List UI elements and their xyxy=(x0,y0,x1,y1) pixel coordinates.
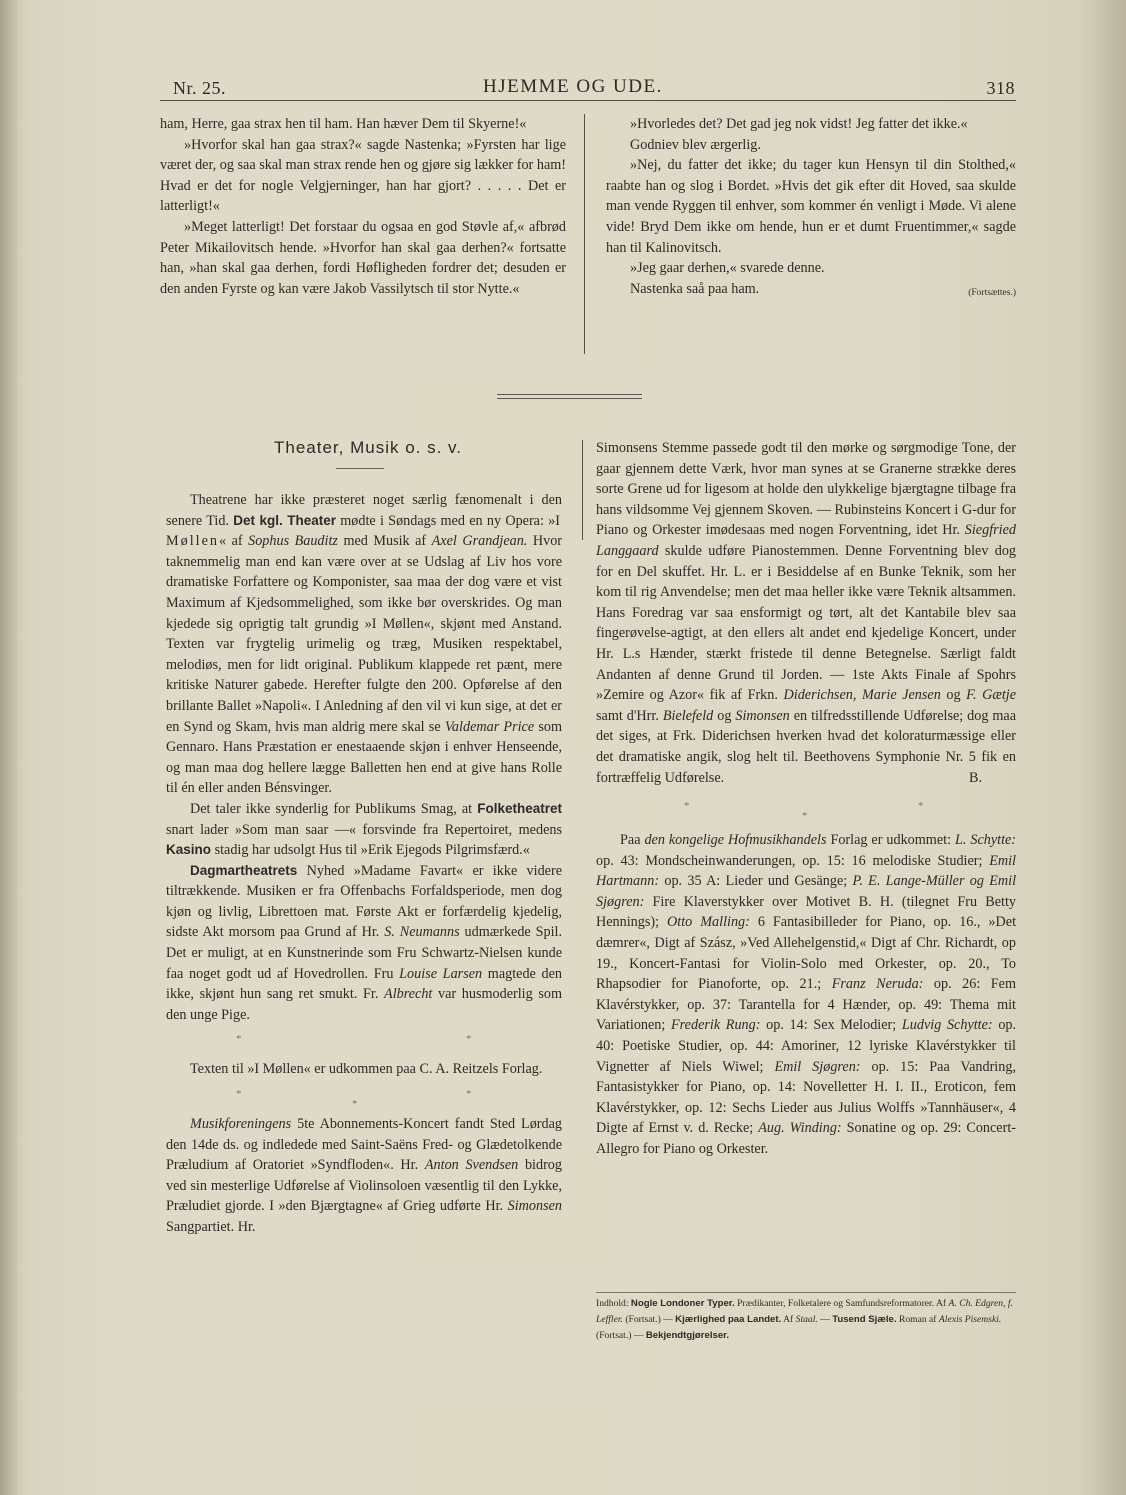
person-name: Valdemar Price xyxy=(444,718,535,735)
column-divider xyxy=(584,114,585,354)
paragraph xyxy=(596,830,1016,1160)
article-title: Kjærlighed paa Landet. xyxy=(675,1314,782,1325)
section-title: Theater, Musik o. s. v. xyxy=(273,438,463,457)
organization-name: Musikforeningens xyxy=(190,1116,292,1133)
person-name: Anton Svendsen xyxy=(424,1157,519,1174)
text: Roman af xyxy=(898,1314,937,1325)
composer-name: L. Schytte: xyxy=(954,832,1017,849)
text: op. 35 A: Lieder und Gesänge; xyxy=(664,873,848,890)
text: Det taler ikke synderlig for Publikums Smag, at xyxy=(190,800,473,817)
author-name: Alexis Pisemski. xyxy=(938,1314,1002,1325)
text: snart lader »Som man saar —« forsvinde fra Repertoiret, medens xyxy=(166,821,562,838)
text: op. 43: Mondscheinwanderungen, op. 15: 16 melodiske Studier; xyxy=(596,852,983,869)
issue-number: Nr. 25. xyxy=(173,78,226,98)
star-separator xyxy=(596,792,1016,826)
star: * xyxy=(684,800,690,813)
paragraph xyxy=(166,1114,562,1238)
text: 6 Fantasibilleder for Piano, op. 16., »Det dæmrer«, Digt af Szász, »Ved Allehelgenstid,« Digt af Chr. Richardt, op 19., Koncert-Fantasi for Violin-Solo med Orkester, op. 20., To Rhapsodier for Pianoforte, op. 21.; xyxy=(596,914,1017,993)
paragraph: Godniev blev ærgerlig. xyxy=(630,136,761,153)
text: som Gennaro. Hans Præstation er enestaaende skjøn i enhver Henseende, og man maa dog hellere lægge Balletten hen end at give hans Rolle til én eller anden Bénsvinger. xyxy=(166,718,563,797)
composer-name: Ludvig Schytte: xyxy=(901,1017,993,1034)
star: * xyxy=(236,1088,242,1101)
composer-name: Emil Hartmann: xyxy=(596,852,1016,890)
text: og xyxy=(946,687,961,704)
text: 5te Abonnements-Koncert fandt Sted Lørdag den 14de ds. og indledede med Saint-Saëns Fred- og Glædetolkende Præludium af Oratoriet »Syndfloden«. Hr. xyxy=(166,1116,562,1174)
star: * xyxy=(918,800,924,813)
paragraph xyxy=(166,799,562,861)
star: * xyxy=(466,1088,472,1101)
person-name: Simonsen xyxy=(735,707,790,724)
magazine-title: HJEMME OG UDE. xyxy=(483,76,663,97)
book-binding xyxy=(0,0,18,1495)
composer-name: Frederik Rung: xyxy=(671,1017,761,1034)
text: Forlag er udkommet: xyxy=(830,832,952,849)
header-rule xyxy=(160,100,1016,101)
text: (Fortsat.) — xyxy=(596,1330,644,1341)
paragraph: »Nej, du fatter det ikke; du tager kun Hensyn til din Stolthed,« raabte han og slog i Bordet. »Hvis det gik efter dit Hoved, saa skulde man vende Ryggen til enhver, som kommer én venligt i Møde. Vi alene vide! Bryd Dem ikke om hende, hun er et dumt Fruentimmer,« sagde han til Kalinovitsch. xyxy=(606,157,1016,256)
paragraph: ham, Herre, gaa strax hen til ham. Han hæver Dem til Skyerne!« xyxy=(160,116,527,132)
theater-name: Kasino xyxy=(166,842,212,858)
signature: B. xyxy=(968,769,982,786)
text: mødte i Søndags med en ny Opera: » xyxy=(340,512,556,529)
composer-name: Otto Malling: xyxy=(667,914,750,931)
person-name: Diderichsen, Marie Jensen xyxy=(783,687,941,704)
person-name: Albrecht xyxy=(384,986,433,1003)
opera-title: I Møllen xyxy=(166,512,563,550)
text: Prædikanter, Folketalere og Samfundsreformatorer. Af xyxy=(737,1298,947,1309)
person-name: Simonsen xyxy=(507,1198,562,1215)
paragraph xyxy=(596,438,1016,788)
theater-name: Folketheatret xyxy=(477,800,563,816)
composer-name: Franz Neruda: xyxy=(831,976,924,993)
author-name: A. Ch. Edgren, f. Leffler. xyxy=(596,1298,1013,1325)
text: Sangpartiet. Hr. xyxy=(166,1219,256,1235)
text: — xyxy=(820,1314,830,1325)
text: op. 40: Poetiske Studier, op. 44: Amoriner, 12 lyriske Klavérstykker til Vignetter af Niels Wiwel; xyxy=(596,1017,1017,1075)
article-title: Tusend Sjæle. xyxy=(832,1314,897,1325)
text: Simonsens Stemme passede godt til den mørke og sørgmodige Tone, der gaar gjennem dette Værk, hvor man synes at se Granerne strække deres sorte Grene ud for ligesom at holde den ulykkelige bjærgtagne tilbage fra hans vildsomme Vej gjennem Skoven. — Rubinsteins Koncert i G-dur for Piano og Orkester imødesaas med nogen Forventning, idet Hr. xyxy=(596,440,1016,539)
composer-name: P. E. Lange-Müller og Emil Sjøgren: xyxy=(596,873,1017,910)
paragraph: »Meget latterligt! Det forstaar du ogsaa en god Støvle af,« afbrød Peter Mikailovitsch hende. »Hvorfor han skal gaa derhen?« fortsatte han, »han skal gaa derhen, fordi Høfligheden fordrer det; desuden er den anden Fyrste og kan være Jakob Vassilytsch til stor Nytte.« xyxy=(160,218,566,297)
page-number: 318 xyxy=(986,78,1015,98)
paragraph: »Jeg gaar derhen,« svarede denne. xyxy=(630,260,825,277)
composer-name: Aug. Winding: xyxy=(758,1120,842,1137)
text: magtede den ikke, skjønt hun sang ret smukt. Fr. xyxy=(166,965,563,1003)
paragraph xyxy=(166,861,562,1026)
text: skulde udføre Pianostemmen. Denne Forventning blev dog for en Del skuffet. Hr. L. er i Besiddelse af en Bunke Teknik, som her kom til rig Anvendelse; men det maa heller ikke være Teknik altsammen. Hans Foredrag var saa ensformigt og tørt, alt det Kantabile blev saa fingerøvelse-agtigt, at den ellers alt andet end kjedelige Koncert, under Hr. L.s Hænder, stærkt fristede til denne Betegnelse. Særligt faldt Andanten af denne Grund til Jorden. — 1ste Akts Finale af Spohrs »Zemire og Azor« fik af Frkn. xyxy=(596,542,1017,704)
text: op. 14: Sex Melodier; xyxy=(766,1017,897,1034)
text: op. 15: Paa Vandring, Fantasistykker for Piano, op. 14: Novelletter H. I. II., Eroticon, fem Klavérstykker, op. 12: Sechs Lieder aus Julius Wolffs »Tannhäuser«, 4 Digte af Ernst v. d. Recke; xyxy=(596,1058,1016,1137)
star-separator xyxy=(166,1029,562,1055)
continued-note: (Fortsættes.) xyxy=(968,287,1016,298)
paragraph-text: Nastenka saå paa ham. xyxy=(630,280,760,297)
theater-name: Det kgl. Theater xyxy=(233,512,336,528)
column-divider xyxy=(582,440,583,540)
text: Hvor taknemmelig man end kan være over at se Udslag af Liv hos vore dramatiske Forfattere og Komponister, saa maa der dog være et vist Maximum af Kjedsommelighed, som ikke bør overskrides. Og man kjedede sig oprigtig talt grundig »I Møllen«, skjønt med Anstand. Texten var frygtelig urimelig og træg, Musiken respektabel, melodiøs, men for lidt original. Publikum klappede ret pænt, mere kritiske Naturer gabede. Herefter fulgte den 200. Opførelse af den brillante Ballet »Napoli«. I Anledning af den vil vi kun sige, at det er en Synd og Skam, hvis man aldrig mere skal se xyxy=(166,533,563,735)
text: « af xyxy=(218,533,243,550)
text: (Fortsat.) — xyxy=(625,1314,673,1325)
person-name: Louise Larsen xyxy=(399,965,483,982)
paragraph: »Hvorfor skal han gaa strax?« sagde Nastenka; »Fyrsten har lige været der, og saa skal man strax rende hen og gjøre sig lækker for ham! Hvad er det for nogle Velgjerninger, han har gjort? . . . . . Det er latterligt!« xyxy=(160,136,566,215)
text: Paa xyxy=(620,832,641,849)
star: * xyxy=(352,1098,358,1111)
article-title: Bekjendtgjørelser. xyxy=(645,1330,730,1341)
person-name: Sophus Bauditz xyxy=(248,533,338,550)
top-left-column xyxy=(160,114,566,299)
paragraph xyxy=(606,279,1016,300)
theater-name: Dagmartheatrets xyxy=(190,862,298,878)
top-right-column xyxy=(606,114,1016,303)
contents-label: Indhold: xyxy=(596,1298,629,1309)
text: og xyxy=(717,707,732,724)
section-divider-top xyxy=(497,394,642,395)
text: Sonatine og op. 29: Concert-Allegro for Piano og Orkester. xyxy=(596,1120,1016,1157)
star: * xyxy=(466,1033,472,1046)
star: * xyxy=(802,810,808,823)
person-name: Siegfried Langgaard xyxy=(596,522,1016,559)
person-name: Bielefeld xyxy=(662,707,714,724)
table-of-contents xyxy=(596,1296,1016,1344)
text: Nyhed »Madame Favart« er ikke videre tiltrækkende. Musiken er fra Offenbachs Forfaldsperiode, men dog kjøn og livlig, Librettoen mat. Første Akt er forfærdelig kjedelig, sidste Akt morsom paa Grund af Hr. xyxy=(166,862,563,941)
paragraph xyxy=(166,490,562,799)
contents-rule xyxy=(596,1292,1016,1293)
text: udmærkede Spil. Det er muligt, at en Kunstnerinde som Fru Schwartz-Nielsen kunde faa noget godt ud af Hovedrollen. Fru xyxy=(166,924,563,982)
article-title: Nogle Londoner Typer. xyxy=(630,1298,735,1309)
paragraph: Texten til »I Møllen« er udkommen paa C. A. Reitzels Forlag. xyxy=(190,1061,543,1078)
page-header xyxy=(173,74,1017,100)
text: var husmoderlig som den unge Pige. xyxy=(166,986,563,1023)
author-name: Staal. xyxy=(795,1314,818,1325)
paragraph: »Hvorledes det? Det gad jeg nok vidst! Jeg fatter det ikke.« xyxy=(630,116,968,132)
text: med Musik af xyxy=(343,533,427,550)
text: bidrog ved sin mesterlige Udførelse af Violinsoloen væsentlig til den Lykke, Præludiet gjorde. I »den Bjærgtagne« af Grieg udførte Hr. xyxy=(166,1157,562,1215)
text: en tilfredsstillende Udførelse; dog maa det siges, at Frk. Diderichsen hverken hvad det koloraturmæssige eller det dramatiske angik, slog helt til. Beethovens Symphonie Nr. 5 fik en fortræffelig Udførelse. xyxy=(596,707,1017,786)
star: * xyxy=(236,1033,242,1046)
lower-left-column xyxy=(166,490,562,1238)
star-separator xyxy=(166,1084,562,1110)
text: Theatrene har ikke præsteret noget særlig fænomenalt i den senere Tid. xyxy=(166,492,562,529)
text: samt d'Hrr. xyxy=(596,707,659,724)
text: Fire Klaverstykker over Motivet B. H. (tilegnet Fru Betty Hennings); xyxy=(596,893,1016,931)
text: Af xyxy=(783,1314,794,1325)
text: op. 26: Fem Klavérstykker, op. 37: Tarantella for 4 Hænder, op. 49: Thema mit Variationen; xyxy=(596,976,1016,1034)
person-name: F. Gætje xyxy=(966,687,1017,704)
publisher-name: den kongelige Hofmusikhandels xyxy=(644,832,827,849)
composer-name: Emil Sjøgren: xyxy=(774,1058,861,1075)
text: stadig har udsolgt Hus til »Erik Ejegods Pilgrimsfærd.« xyxy=(214,842,530,859)
person-name: Axel Grandjean. xyxy=(431,533,528,550)
person-name: S. Neumanns xyxy=(384,924,460,941)
lower-right-column xyxy=(596,438,1016,1160)
section-divider-bottom xyxy=(497,398,642,399)
title-rule xyxy=(336,468,384,469)
